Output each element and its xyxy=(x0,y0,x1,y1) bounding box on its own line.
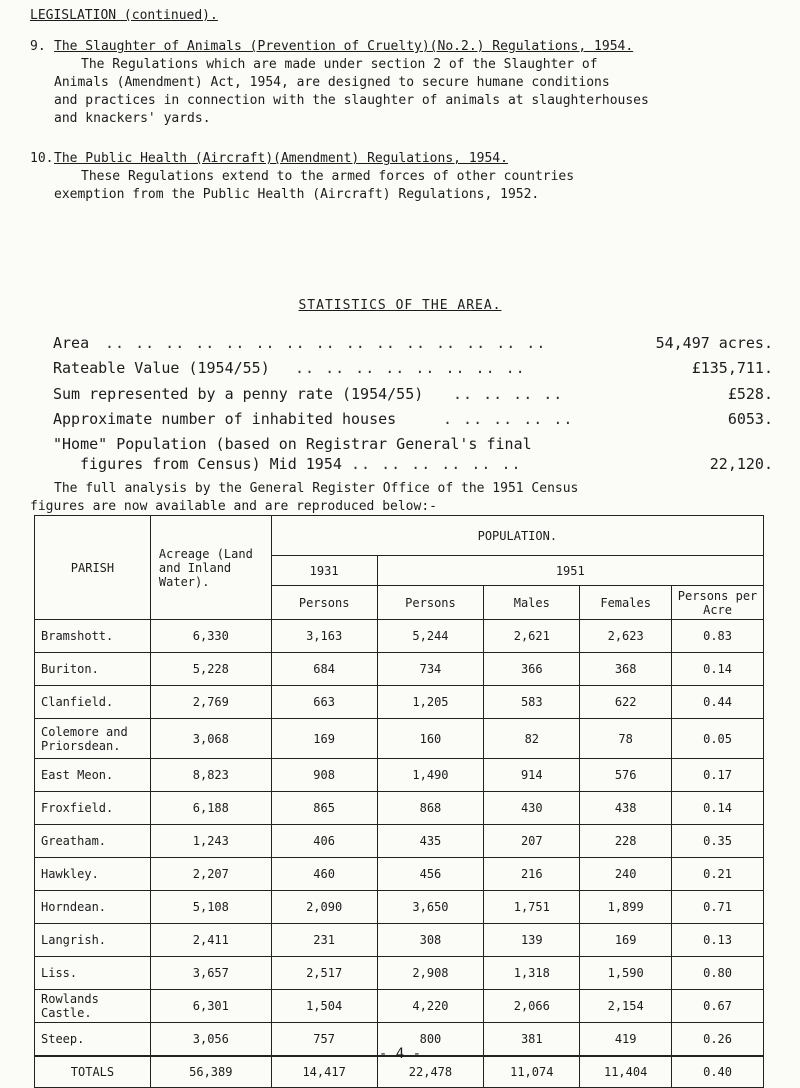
persons-1931-cell: 684 xyxy=(271,653,377,686)
acreage-cell: 3,657 xyxy=(150,957,271,990)
males-cell: 216 xyxy=(484,858,580,891)
persons-1931-cell: 231 xyxy=(271,924,377,957)
acreage-cell: 2,207 xyxy=(150,858,271,891)
acreage-cell: 8,823 xyxy=(150,759,271,792)
females-cell: 169 xyxy=(580,924,672,957)
census-intro-line: figures are now available and are reproduced below:- xyxy=(30,499,437,514)
table-row xyxy=(35,686,764,719)
table-row xyxy=(35,990,764,1023)
parish-cell: Clanfield. xyxy=(35,686,151,719)
table-row xyxy=(35,719,764,759)
header-year-1951: 1951 xyxy=(377,556,763,586)
females-cell: 2,623 xyxy=(580,620,672,653)
item-9-line: The Regulations which are made under section 2 of the Slaughter of xyxy=(81,57,598,72)
males-cell: 2,066 xyxy=(484,990,580,1023)
acreage-cell: 6,301 xyxy=(150,990,271,1023)
leader-dots: .. .. .. .. .. .. xyxy=(351,455,522,473)
parish-cell: Colemore and Priorsdean. xyxy=(35,719,151,759)
table-row xyxy=(35,792,764,825)
parish-cell: Froxfield. xyxy=(35,792,151,825)
females-cell: 228 xyxy=(580,825,672,858)
totals-label: TOTALS xyxy=(35,1056,151,1088)
persons-1931-cell: 460 xyxy=(271,858,377,891)
stat-label: Area xyxy=(53,334,90,352)
parish-cell: East Meon. xyxy=(35,759,151,792)
item-title: The Slaughter of Animals (Prevention of Cruelty)(No.2.) Regulations, 1954. xyxy=(54,39,634,54)
persons-1931-cell: 2,090 xyxy=(271,891,377,924)
stat-label: figures from Census) Mid 1954 xyxy=(80,455,342,473)
stat-row-area xyxy=(53,333,773,353)
parish-cell: Langrish. xyxy=(35,924,151,957)
header-males: Males xyxy=(484,586,580,620)
per-acre-cell: 0.44 xyxy=(672,686,764,719)
males-cell: 139 xyxy=(484,924,580,957)
header-acreage: Acreage (Land and Inland Water). xyxy=(150,516,271,620)
stat-label: "Home" Population (based on Registrar General's final xyxy=(53,435,532,453)
persons-1951-cell: 22,478 xyxy=(377,1056,484,1088)
stat-label: Rateable Value (1954/55) xyxy=(53,359,270,377)
males-cell: 1,318 xyxy=(484,957,580,990)
item-10-line: exemption from the Public Health (Aircraft) Regulations, 1952. xyxy=(54,187,540,202)
acreage-cell: 2,411 xyxy=(150,924,271,957)
acreage-cell: 56,389 xyxy=(150,1056,271,1088)
males-cell: 2,621 xyxy=(484,620,580,653)
per-acre-cell: 0.13 xyxy=(672,924,764,957)
header-persons-1951: Persons xyxy=(377,586,484,620)
persons-1951-cell: 734 xyxy=(377,653,484,686)
stat-value: 54,497 acres. xyxy=(655,334,773,352)
persons-1951-cell: 435 xyxy=(377,825,484,858)
males-cell: 366 xyxy=(484,653,580,686)
parish-cell: Hawkley. xyxy=(35,858,151,891)
persons-1931-cell: 14,417 xyxy=(271,1056,377,1088)
header-females: Females xyxy=(580,586,672,620)
males-cell: 381 xyxy=(484,1023,580,1057)
header-year-1931: 1931 xyxy=(271,556,377,586)
header-persons-per-acre: Persons per Acre xyxy=(672,586,764,620)
males-cell: 82 xyxy=(484,719,580,759)
persons-1931-cell: 406 xyxy=(271,825,377,858)
item-number: 9. xyxy=(30,39,46,54)
acreage-cell: 1,243 xyxy=(150,825,271,858)
acreage-cell: 2,769 xyxy=(150,686,271,719)
stat-row-houses xyxy=(53,409,773,429)
item-9-line: Animals (Amendment) Act, 1954, are designed to secure humane conditions xyxy=(54,75,610,90)
parish-cell: Buriton. xyxy=(35,653,151,686)
stat-label: Sum represented by a penny rate (1954/55) xyxy=(53,385,424,403)
females-cell: 622 xyxy=(580,686,672,719)
per-acre-cell: 0.40 xyxy=(672,1056,764,1088)
table-row xyxy=(35,957,764,990)
persons-1951-cell: 1,490 xyxy=(377,759,484,792)
stat-value: 6053. xyxy=(727,410,773,428)
persons-1931-cell: 663 xyxy=(271,686,377,719)
per-acre-cell: 0.67 xyxy=(672,990,764,1023)
persons-1951-cell: 5,244 xyxy=(377,620,484,653)
per-acre-cell: 0.83 xyxy=(672,620,764,653)
females-cell: 1,899 xyxy=(580,891,672,924)
acreage-cell: 6,188 xyxy=(150,792,271,825)
males-cell: 207 xyxy=(484,825,580,858)
stat-value: £135,711. xyxy=(691,359,773,377)
stat-label: Approximate number of inhabited houses xyxy=(53,410,397,428)
females-cell: 78 xyxy=(580,719,672,759)
table-row xyxy=(35,620,764,653)
item-title: The Public Health (Aircraft)(Amendment) Regulations, 1954. xyxy=(54,151,508,166)
table-row xyxy=(35,891,764,924)
census-intro-line: The full analysis by the General Register Office of the 1951 Census xyxy=(54,481,579,496)
table-row xyxy=(35,858,764,891)
leader-dots: . .. .. .. .. xyxy=(443,410,574,428)
item-number: 10. xyxy=(30,151,54,166)
persons-1951-cell: 800 xyxy=(377,1023,484,1057)
females-cell: 11,404 xyxy=(580,1056,672,1088)
persons-1931-cell: 757 xyxy=(271,1023,377,1057)
statistics-heading: STATISTICS OF THE AREA. xyxy=(298,298,502,313)
persons-1951-cell: 4,220 xyxy=(377,990,484,1023)
per-acre-cell: 0.14 xyxy=(672,792,764,825)
header-population: POPULATION. xyxy=(271,516,763,556)
parish-cell: Steep. xyxy=(35,1023,151,1057)
acreage-cell: 5,108 xyxy=(150,891,271,924)
females-cell: 438 xyxy=(580,792,672,825)
header-persons-1931: Persons xyxy=(271,586,377,620)
persons-1931-cell: 169 xyxy=(271,719,377,759)
per-acre-cell: 0.21 xyxy=(672,858,764,891)
item-9-line: and practices in connection with the slaughter of animals at slaughterhouses xyxy=(54,93,649,108)
acreage-cell: 3,068 xyxy=(150,719,271,759)
acreage-cell: 5,228 xyxy=(150,653,271,686)
page-number: - 4 - xyxy=(378,1046,422,1062)
per-acre-cell: 0.80 xyxy=(672,957,764,990)
males-cell: 430 xyxy=(484,792,580,825)
per-acre-cell: 0.71 xyxy=(672,891,764,924)
females-cell: 368 xyxy=(580,653,672,686)
census-table xyxy=(34,515,764,1088)
parish-cell: Greatham. xyxy=(35,825,151,858)
parish-cell: Liss. xyxy=(35,957,151,990)
persons-1951-cell: 3,650 xyxy=(377,891,484,924)
persons-1931-cell: 2,517 xyxy=(271,957,377,990)
item-10-line: These Regulations extend to the armed forces of other countries xyxy=(81,169,575,184)
males-cell: 1,751 xyxy=(484,891,580,924)
females-cell: 2,154 xyxy=(580,990,672,1023)
per-acre-cell: 0.26 xyxy=(672,1023,764,1057)
persons-1931-cell: 1,504 xyxy=(271,990,377,1023)
table-row xyxy=(35,653,764,686)
per-acre-cell: 0.35 xyxy=(672,825,764,858)
females-cell: 240 xyxy=(580,858,672,891)
leader-dots: .. .. .. .. .. .. .. .. .. .. .. .. .. .. .. xyxy=(105,334,547,352)
table-row xyxy=(35,924,764,957)
males-cell: 583 xyxy=(484,686,580,719)
persons-1951-cell: 160 xyxy=(377,719,484,759)
persons-1951-cell: 1,205 xyxy=(377,686,484,719)
acreage-cell: 6,330 xyxy=(150,620,271,653)
parish-cell: Horndean. xyxy=(35,891,151,924)
section-header: LEGISLATION (continued). xyxy=(30,8,218,23)
stat-value: 22,120. xyxy=(709,455,773,473)
table-row xyxy=(35,825,764,858)
leader-dots: .. .. .. .. .. .. .. .. xyxy=(295,359,526,377)
persons-1951-cell: 2,908 xyxy=(377,957,484,990)
males-cell: 11,074 xyxy=(484,1056,580,1088)
stat-value: £528. xyxy=(727,385,773,403)
item-9-title xyxy=(30,38,633,56)
males-cell: 914 xyxy=(484,759,580,792)
persons-1931-cell: 908 xyxy=(271,759,377,792)
acreage-cell: 3,056 xyxy=(150,1023,271,1057)
per-acre-cell: 0.05 xyxy=(672,719,764,759)
persons-1951-cell: 456 xyxy=(377,858,484,891)
stat-row-population xyxy=(53,434,773,454)
persons-1931-cell: 865 xyxy=(271,792,377,825)
item-10-title xyxy=(30,150,508,168)
persons-1931-cell: 3,163 xyxy=(271,620,377,653)
stat-row-rateable-value xyxy=(53,358,773,378)
per-acre-cell: 0.14 xyxy=(672,653,764,686)
parish-cell: Bramshott. xyxy=(35,620,151,653)
persons-1951-cell: 868 xyxy=(377,792,484,825)
table-row xyxy=(35,759,764,792)
header-parish: PARISH xyxy=(35,516,151,620)
parish-cell: Rowlands Castle. xyxy=(35,990,151,1023)
per-acre-cell: 0.17 xyxy=(672,759,764,792)
females-cell: 1,590 xyxy=(580,957,672,990)
stat-row-penny-rate xyxy=(53,384,773,404)
leader-dots: .. .. .. .. xyxy=(453,385,564,403)
females-cell: 576 xyxy=(580,759,672,792)
item-9-line: and knackers' yards. xyxy=(54,111,211,126)
persons-1951-cell: 308 xyxy=(377,924,484,957)
stat-row-population-cont xyxy=(53,454,773,474)
females-cell: 419 xyxy=(580,1023,672,1057)
